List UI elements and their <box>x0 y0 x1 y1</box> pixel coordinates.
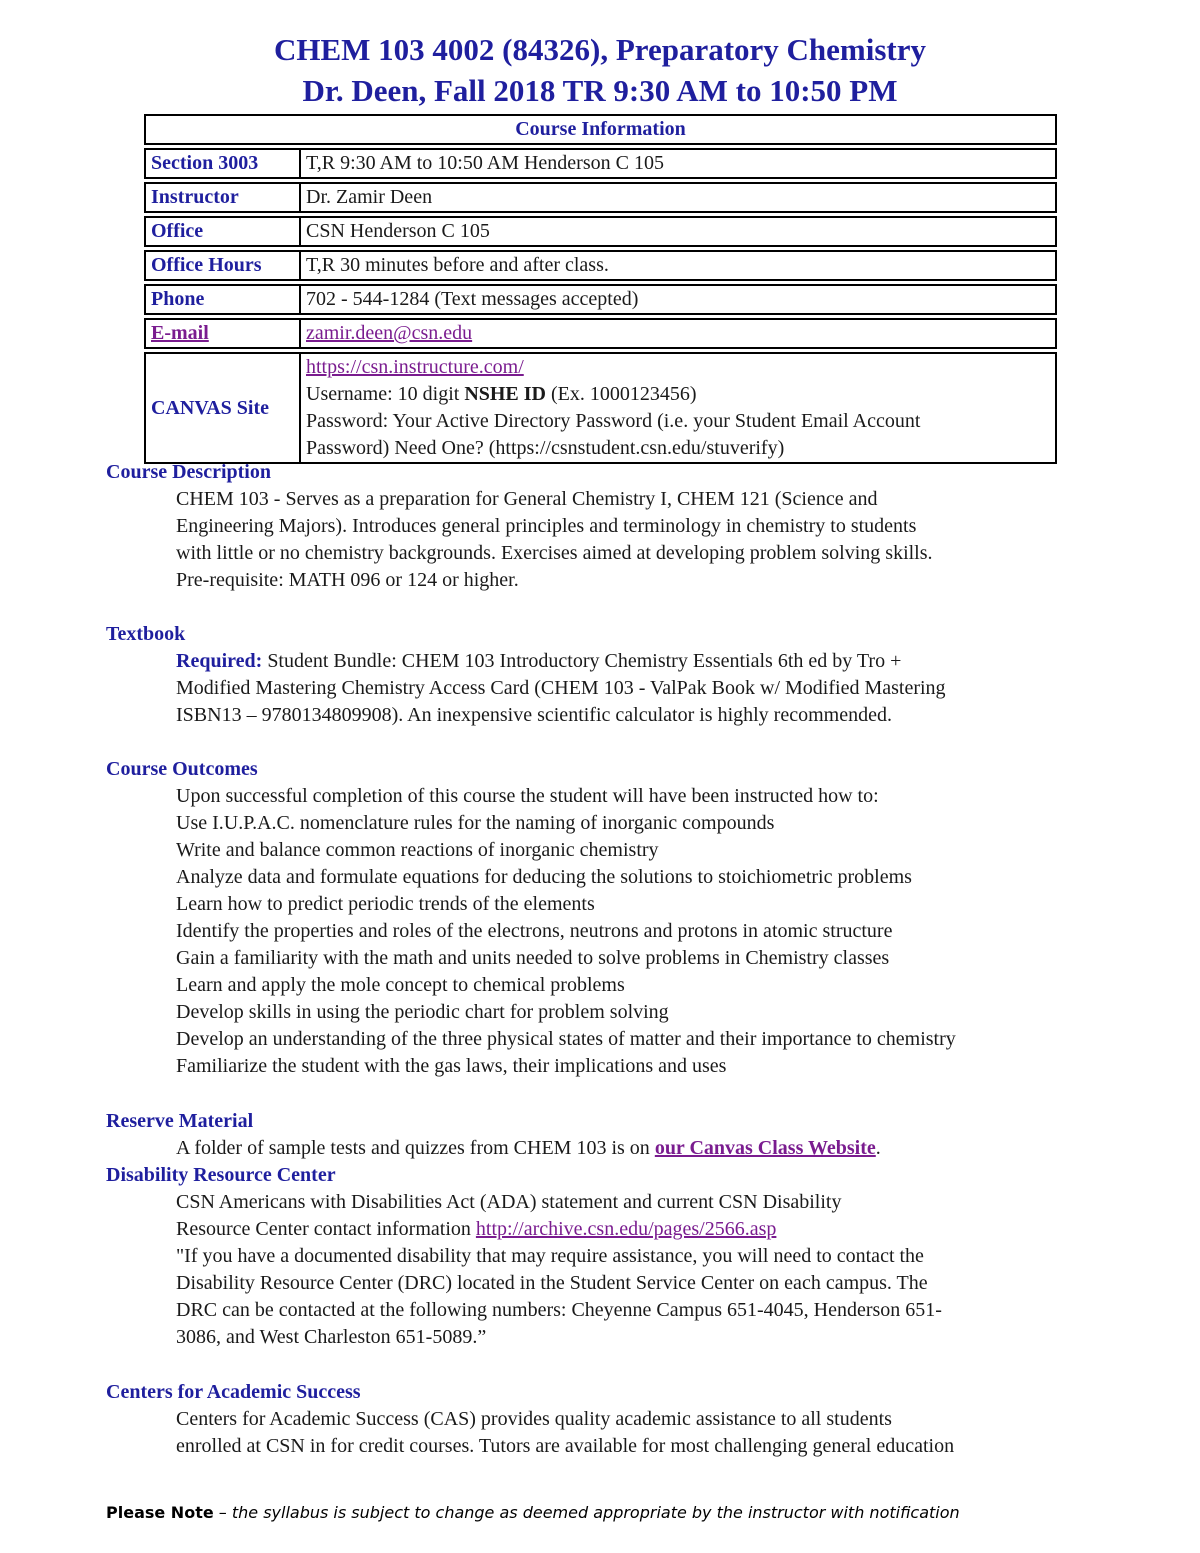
footer-italic: the syllabus is subject to change as deemed appropriate by the instructor with notification <box>231 1503 960 1522</box>
nshe-id-label: NSHE ID <box>464 383 547 405</box>
email-value-cell <box>300 318 1057 349</box>
office-label: Office <box>144 216 300 247</box>
email-label-cell <box>144 318 300 349</box>
list-item: Learn how to predict periodic trends of the elements <box>176 893 595 915</box>
paragraph-line: Pre-requisite: MATH 096 or 124 or higher. <box>176 569 519 591</box>
document-title: CHEM 103 4002 (84326), Preparatory Chemistry <box>273 32 927 67</box>
course-description-heading: Course Description <box>106 461 271 483</box>
email-label-link[interactable]: E-mail <box>151 322 209 344</box>
drc-link[interactable]: http://archive.csn.edu/pages/2566.asp <box>475 1218 777 1240</box>
document-subtitle: Dr. Deen, Fall 2018 TR 9:30 AM to 10:50 PM <box>302 73 898 108</box>
reserve-material-body <box>106 1135 1106 1162</box>
list-item: Analyze data and formulate equations for deducing the solutions to stoichiometric problems <box>176 866 912 888</box>
email-link[interactable]: zamir.deen@csn.edu <box>306 322 473 344</box>
instructor-value: Dr. Zamir Deen <box>300 182 1057 213</box>
disability-heading: Disability Resource Center <box>106 1164 336 1186</box>
table-row <box>144 250 1057 281</box>
canvas-label: CANVAS Site <box>144 352 300 464</box>
office-hours-value: T,R 30 minutes before and after class. <box>300 250 1057 281</box>
section-label: Section 3003 <box>144 148 300 179</box>
canvas-password-line1: Password: Your Active Directory Password (i.e. your Student Email Account <box>306 410 921 432</box>
paragraph-line: Resource Center contact information http://archive.csn.edu/pages/2566.asp <box>176 1218 777 1240</box>
section-value: T,R 9:30 AM to 10:50 AM Henderson C 105 <box>300 148 1057 179</box>
paragraph-line: Engineering Majors). Introduces general principles and terminology in chemistry to students <box>176 515 917 537</box>
list-item: Upon successful completion of this course the student will have been instructed how to: <box>176 785 879 807</box>
textbook-section <box>106 621 1106 729</box>
paragraph-line: Disability Resource Center (DRC) located in the Student Service Center on each campus. The <box>176 1272 928 1294</box>
list-item: Familiarize the student with the gas laws, their implications and uses <box>176 1055 727 1077</box>
course-outcomes-heading: Course Outcomes <box>106 758 258 780</box>
office-hours-label: Office Hours <box>144 250 300 281</box>
academic-success-section <box>106 1379 1106 1460</box>
paragraph-line: Required: Student Bundle: CHEM 103 Introductory Chemistry Essentials 6th ed by Tro + <box>176 650 902 672</box>
list-item: Gain a familiarity with the math and units needed to solve problems in Chemistry classes <box>176 947 890 969</box>
course-outcomes-body <box>106 783 1106 1080</box>
reserve-material-heading: Reserve Material <box>106 1110 254 1132</box>
phone-value: 702 - 544-1284 (Text messages accepted) <box>300 284 1057 315</box>
phone-label: Phone <box>144 284 300 315</box>
paragraph-line: enrolled at CSN in for credit courses. Tutors are available for most challenging general education <box>176 1435 955 1457</box>
academic-success-heading: Centers for Academic Success <box>106 1381 361 1403</box>
list-item: Identify the properties and roles of the electrons, neutrons and protons in atomic structure <box>176 920 893 942</box>
course-description-section <box>106 459 1106 594</box>
table-row <box>144 352 1057 464</box>
instructor-label: Instructor <box>144 182 300 213</box>
canvas-password-line2: Password) Need One? (https://csnstudent.csn.edu/stuverify) <box>306 437 785 459</box>
office-value: CSN Henderson C 105 <box>300 216 1057 247</box>
table-row <box>144 216 1057 247</box>
paragraph-line: with little or no chemistry backgrounds. Exercises aimed at developing problem solving skills. <box>176 542 933 564</box>
footer-note: Please Note – the syllabus is subject to change as deemed appropriate by the instructor with notification <box>106 1503 960 1522</box>
paragraph-line: CHEM 103 - Serves as a preparation for General Chemistry I, CHEM 121 (Science and <box>176 488 878 510</box>
course-info-table <box>144 111 1057 467</box>
table-row <box>144 148 1057 179</box>
list-item: Learn and apply the mole concept to chemical problems <box>176 974 625 996</box>
table-row <box>144 182 1057 213</box>
paragraph-line: "If you have a documented disability that may require assistance, you will need to contact the <box>176 1245 924 1267</box>
canvas-class-website-link[interactable]: our Canvas Class Website <box>654 1137 876 1159</box>
paragraph-line: A folder of sample tests and quizzes from CHEM 103 is on our Canvas Class Website. <box>176 1137 881 1159</box>
course-info-heading: Course Information <box>144 114 1057 145</box>
table-row <box>144 284 1057 315</box>
required-label: Required: <box>176 650 263 672</box>
paragraph-line: Modified Mastering Chemistry Access Card (CHEM 103 - ValPak Book w/ Modified Mastering <box>176 677 946 699</box>
footer-strong: Please Note <box>106 1503 214 1522</box>
textbook-heading: Textbook <box>106 623 186 645</box>
course-info-heading-row <box>144 114 1057 145</box>
paragraph-line: DRC can be contacted at the following numbers: Cheyenne Campus 651-4045, Henderson 651- <box>176 1299 942 1321</box>
textbook-body <box>106 648 1106 729</box>
paragraph-line: Centers for Academic Success (CAS) provides quality academic assistance to all students <box>176 1408 892 1430</box>
course-outcomes-section <box>106 756 1106 1080</box>
list-item: Develop an understanding of the three physical states of matter and their importance to chemistry <box>176 1028 956 1050</box>
list-item: Use I.U.P.A.C. nomenclature rules for the naming of inorganic compounds <box>176 812 775 834</box>
canvas-username: Username: 10 digit NSHE ID (Ex. 1000123456) <box>306 383 697 405</box>
table-row <box>144 318 1057 349</box>
paragraph-line: 3086, and West Charleston 651-5089.” <box>176 1326 487 1348</box>
disability-body <box>106 1189 1106 1351</box>
list-item: Write and balance common reactions of inorganic chemistry <box>176 839 659 861</box>
canvas-value <box>300 352 1057 464</box>
academic-success-body <box>106 1406 1106 1460</box>
canvas-url-link[interactable]: https://csn.instructure.com/ <box>306 356 524 378</box>
paragraph-line: CSN Americans with Disabilities Act (ADA) statement and current CSN Disability <box>176 1191 842 1213</box>
list-item: Develop skills in using the periodic chart for problem solving <box>176 1001 669 1023</box>
reserve-material-section <box>106 1108 1106 1351</box>
course-description-body <box>106 486 1106 594</box>
paragraph-line: ISBN13 – 9780134809908). An inexpensive scientific calculator is highly recommended. <box>176 704 892 726</box>
